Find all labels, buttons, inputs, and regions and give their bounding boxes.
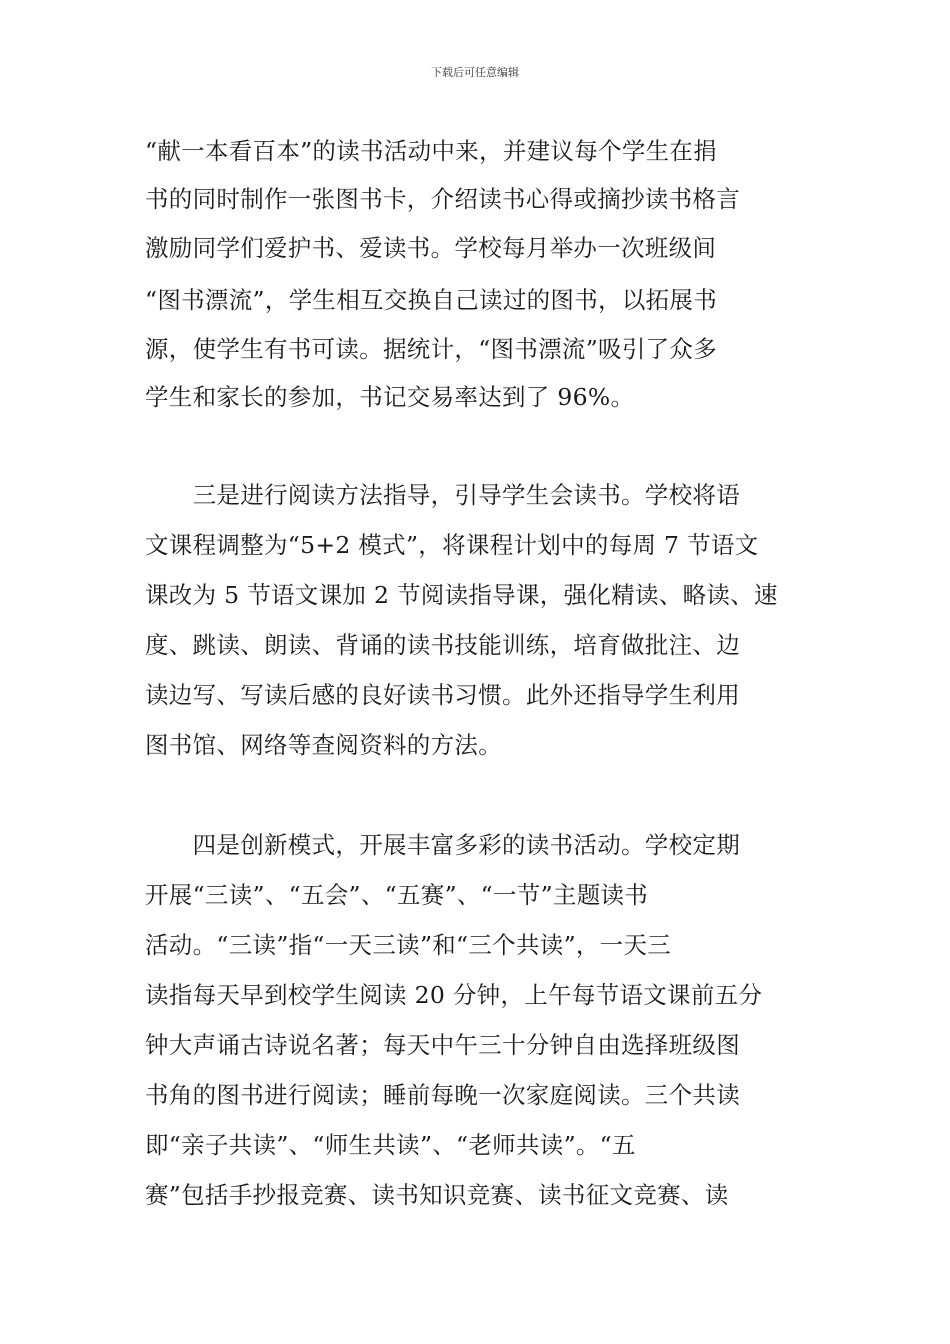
text-line: 三是进行阅读方法指导，引导学生会读书。学校将语 — [145, 481, 740, 509]
text-line: 源，使学生有书可读。据统计，“图书漂流”吸引了众多 — [145, 335, 718, 363]
text-line: 赛”包括手抄报竞赛、读书知识竞赛、读书征文竞赛、读 — [145, 1181, 729, 1209]
text-line: 书的同时制作一张图书卡，介绍读书心得或摘抄读书格言 — [145, 185, 740, 213]
text-line: 激励同学们爱护书、爱读书。学校每月举办一次班级间 — [145, 234, 717, 262]
text-line: 开展“三读”、“五会”、“五赛”、“一节”主题读书 — [145, 881, 649, 909]
text-line: 文课程调整为“5+2 模式”，将课程计划中的每周 7 节语文 — [145, 531, 759, 559]
text-line: 图书馆、网络等查阅资料的方法。 — [145, 731, 502, 759]
text-line: 四是创新模式，开展丰富多彩的读书活动。学校定期 — [145, 831, 740, 859]
header-note: 下载后可任意编辑 — [431, 66, 519, 79]
text-line: 学生和家长的参加，书记交易率达到了 96%。 — [145, 383, 635, 411]
text-line: 度、跳读、朗读、背诵的读书技能训练，培育做批注、边 — [145, 631, 740, 659]
text-line: “献一本看百本”的读书活动中来，并建议每个学生在捐 — [145, 137, 718, 165]
text-line: 读边写、写读后感的良好读书习惯。此外还指导学生利用 — [145, 681, 740, 709]
text-line: 书角的图书进行阅读；睡前每晚一次家庭阅读。三个共读 — [145, 1081, 740, 1109]
text-line: 即“亲子共读”、“师生共读”、“老师共读”。“五 — [145, 1131, 636, 1159]
text-line: 钟大声诵古诗说名著；每天中午三十分钟自由选择班级图 — [145, 1031, 740, 1059]
text-line: “图书漂流”，学生相互交换自己读过的图书，以拓展书 — [145, 286, 718, 314]
text-line: 活动。“三读”指“一天三读”和“三个共读”，一天三 — [145, 931, 672, 959]
text-line: 课改为 5 节语文课加 2 节阅读指导课，强化精读、略读、速 — [145, 581, 778, 609]
text-line: 读指每天早到校学生阅读 20 分钟，上午每节语文课前五分 — [145, 981, 763, 1009]
